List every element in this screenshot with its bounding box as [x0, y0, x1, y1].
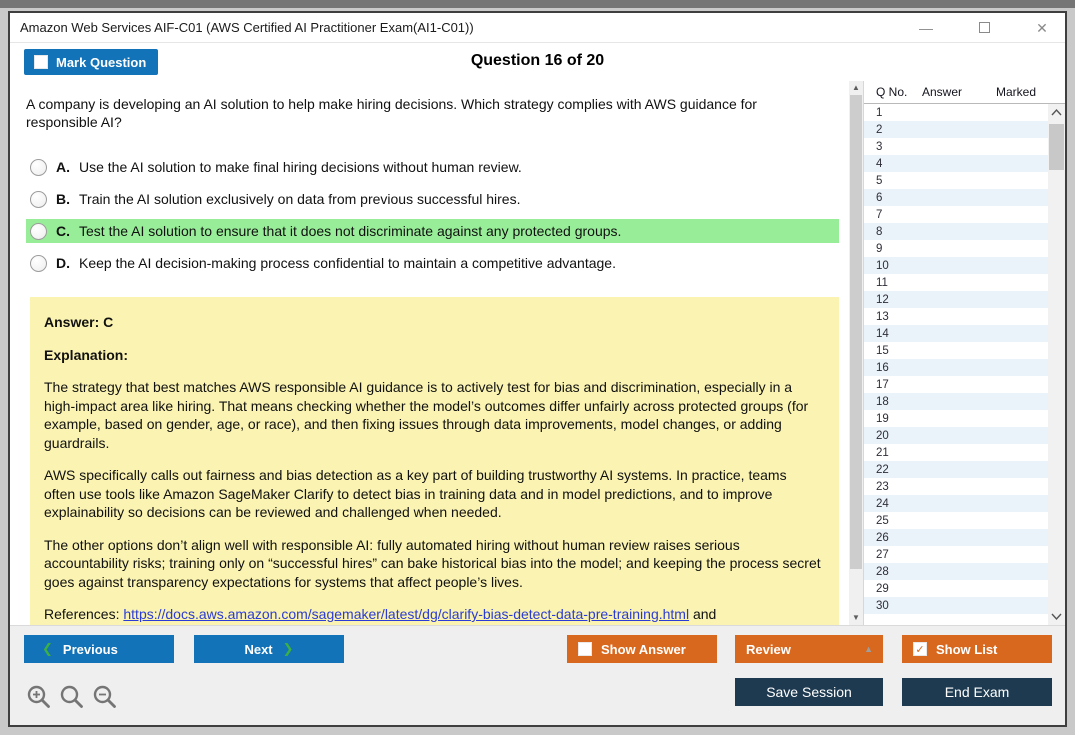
question-list-row[interactable]	[864, 393, 1048, 410]
question-list-row[interactable]	[864, 104, 1048, 121]
main-scrollbar-thumb[interactable]	[850, 95, 862, 569]
question-counter: Question 16 of 20	[470, 52, 605, 69]
question-number: 20	[876, 429, 889, 442]
explanation-label: Explanation:	[44, 346, 129, 363]
options-list	[26, 155, 849, 275]
question-number: 18	[876, 395, 889, 408]
references-joiner: and	[689, 606, 717, 622]
question-list-row[interactable]	[864, 291, 1048, 308]
header-qno: Q No.	[876, 85, 908, 99]
previous-button[interactable]	[24, 635, 174, 663]
question-number: 17	[876, 378, 889, 391]
question-number: 14	[876, 327, 889, 340]
question-list-row[interactable]	[864, 206, 1048, 223]
references-label: References:	[44, 606, 124, 622]
save-session-label: Save Session	[766, 684, 852, 700]
option-text: Use the AI solution to make final hiring decisions without human review.	[79, 159, 522, 176]
question-list-row[interactable]	[864, 512, 1048, 529]
show-list-checkbox[interactable]	[913, 642, 927, 656]
question-number: 12	[876, 293, 889, 306]
review-dropdown-button[interactable]	[735, 635, 883, 663]
zoom-reset-icon[interactable]	[59, 684, 85, 710]
explanation-box	[30, 297, 839, 670]
question-number: 3	[876, 140, 883, 153]
radio-icon[interactable]	[30, 255, 47, 272]
mark-question-label: Mark Question	[56, 54, 147, 70]
question-number: 7	[876, 208, 883, 221]
window-controls	[917, 21, 1051, 35]
zoom-controls	[26, 684, 118, 710]
content-area	[10, 81, 1065, 625]
close-button[interactable]: ✕	[1036, 19, 1048, 36]
question-list-row[interactable]	[864, 172, 1048, 189]
option-d[interactable]	[26, 251, 839, 275]
question-list-row[interactable]	[864, 427, 1048, 444]
question-list-row[interactable]	[864, 461, 1048, 478]
option-text: Test the AI solution to ensure that it does not discriminate against any protected groups.	[79, 223, 622, 240]
question-list-row[interactable]	[864, 257, 1048, 274]
question-list-row[interactable]	[864, 308, 1048, 325]
next-button[interactable]	[194, 635, 344, 663]
show-list-button[interactable]	[902, 635, 1052, 663]
radio-icon[interactable]	[30, 191, 47, 208]
end-exam-button[interactable]	[902, 678, 1052, 706]
zoom-out-icon[interactable]	[92, 684, 118, 710]
question-number: 22	[876, 463, 889, 476]
question-number: 23	[876, 480, 889, 493]
question-list-row[interactable]	[864, 155, 1048, 172]
question-list-row[interactable]	[864, 138, 1048, 155]
question-number: 4	[876, 157, 883, 170]
maximize-button[interactable]	[975, 21, 993, 35]
question-list-row[interactable]	[864, 495, 1048, 512]
show-answer-checkbox[interactable]	[578, 642, 592, 656]
question-number: 1	[876, 106, 883, 119]
previous-label: Previous	[62, 641, 118, 657]
question-number: 25	[876, 514, 889, 527]
save-session-button[interactable]	[735, 678, 883, 706]
question-text: A company is developing an AI solution to help make hiring decisions. Which strategy complies with AWS guidance for responsible AI?	[26, 96, 757, 131]
list-scroll-down-icon[interactable]	[1051, 613, 1062, 620]
checkmark-icon: ✓	[915, 643, 925, 656]
question-number: 10	[876, 259, 889, 272]
exam-window	[8, 11, 1067, 727]
question-list-row[interactable]	[864, 597, 1048, 614]
explanation-paragraph-1: The strategy that best matches AWS responsible AI guidance is to actively test for bias and discrimination, especially in a high-impact area like hiring. That means checking whether the model’s outcomes differ unfairly across protected groups (for example, based on gender, age, or race), and then fixing issues through data improvements, model changes, or adding guardrails.	[44, 379, 809, 451]
question-number: 11	[876, 276, 888, 289]
question-number: 21	[876, 446, 889, 459]
zoom-in-icon[interactable]	[26, 684, 52, 710]
question-list-row[interactable]	[864, 529, 1048, 546]
header-bar	[10, 43, 1065, 81]
show-answer-button[interactable]	[567, 635, 717, 663]
option-letter: C.	[56, 223, 70, 240]
maximize-icon	[979, 22, 990, 33]
question-number: 15	[876, 344, 889, 357]
show-answer-label: Show Answer	[601, 641, 686, 657]
scroll-up-arrow-icon[interactable]: ▲	[852, 83, 860, 92]
question-list-panel	[863, 81, 1065, 625]
question-list-row[interactable]	[864, 478, 1048, 495]
question-list-row[interactable]	[864, 240, 1048, 257]
minimize-button[interactable]: —	[919, 19, 933, 36]
question-number: 30	[876, 599, 889, 612]
scroll-down-arrow-icon[interactable]: ▼	[852, 613, 860, 622]
question-list-row[interactable]	[864, 376, 1048, 393]
question-list-row[interactable]	[864, 410, 1048, 427]
question-list-row[interactable]	[864, 546, 1048, 563]
question-number: 28	[876, 565, 889, 578]
option-c[interactable]	[26, 219, 839, 243]
question-number: 19	[876, 412, 889, 425]
bottom-bar	[10, 625, 1065, 725]
main-scrollbar[interactable]	[849, 81, 863, 625]
question-number: 5	[876, 174, 883, 187]
question-list-row[interactable]	[864, 189, 1048, 206]
title-bar	[10, 13, 1065, 43]
next-label: Next	[244, 641, 273, 657]
header-marked: Marked	[996, 85, 1037, 99]
option-letter: A.	[56, 159, 70, 176]
list-scrollbar-thumb[interactable]	[1049, 124, 1064, 170]
question-number: 24	[876, 497, 889, 510]
question-list-row[interactable]	[864, 121, 1048, 138]
question-list-row[interactable]	[864, 274, 1048, 291]
option-letter: B.	[56, 191, 70, 208]
question-list-row[interactable]	[864, 325, 1048, 342]
radio-icon[interactable]	[30, 159, 47, 176]
option-b[interactable]	[26, 187, 839, 211]
radio-icon[interactable]	[30, 223, 47, 240]
option-text: Train the AI solution exclusively on data from previous successful hires.	[79, 191, 521, 208]
question-number: 6	[876, 191, 883, 204]
show-list-label: Show List	[936, 641, 998, 657]
window-title: Amazon Web Services AIF-C01 (AWS Certified AI Practitioner Exam(AI1-C01))	[20, 20, 474, 35]
question-list-row[interactable]	[864, 223, 1048, 240]
question-list-body	[864, 104, 1065, 625]
dropup-arrow-icon: ▲	[864, 644, 873, 654]
end-exam-label: End Exam	[944, 684, 1010, 700]
question-list-rows	[864, 104, 1048, 625]
question-pane	[10, 81, 849, 625]
question-list-row[interactable]	[864, 359, 1048, 376]
question-list-row[interactable]	[864, 580, 1048, 597]
question-number: 9	[876, 242, 883, 255]
option-text: Keep the AI decision-making process confidential to maintain a competitive advantage.	[79, 255, 616, 272]
chevron-right-icon: ❯	[282, 641, 294, 656]
review-label: Review	[746, 641, 791, 657]
question-list-row[interactable]	[864, 342, 1048, 359]
question-number: 16	[876, 361, 889, 374]
header-answer: Answer	[922, 85, 963, 99]
list-scroll-up-icon[interactable]	[1051, 109, 1062, 116]
question-number: 2	[876, 123, 883, 136]
reference-link-1[interactable]: https://docs.aws.amazon.com/sagemaker/latest/dg/clarify-bias-detect-data-pre-training.html	[123, 606, 690, 622]
question-list-row[interactable]	[864, 563, 1048, 580]
question-number: 13	[876, 310, 889, 323]
question-number: 26	[876, 531, 889, 544]
option-a[interactable]	[26, 155, 839, 179]
explanation-paragraph-3: The other options don’t align well with responsible AI: fully automated hiring without human review raises serious accountability risks; training only on “successful hires” can bake historical bias into the model; and keeping the process secret goes against transparency expectations for systems that affect people’s lives.	[44, 536, 821, 590]
question-number: 29	[876, 582, 889, 595]
desktop-background-strip	[0, 0, 1075, 8]
question-number: 27	[876, 548, 889, 561]
list-scrollbar[interactable]	[1048, 104, 1065, 625]
question-list-row[interactable]	[864, 444, 1048, 461]
option-letter: D.	[56, 255, 70, 272]
question-number: 8	[876, 225, 883, 238]
question-list-header	[864, 81, 1065, 104]
explanation-paragraph-2: AWS specifically calls out fairness and bias detection as a key part of building trustworthy AI systems. In practice, teams often use tools like Amazon SageMaker Clarify to detect bias in training data and in model predictions, and to improve explainability so decisions can be reviewed and challenged when needed.	[44, 467, 787, 521]
answer-label: Answer: C	[44, 314, 114, 331]
chevron-left-icon: ❮	[42, 641, 53, 656]
